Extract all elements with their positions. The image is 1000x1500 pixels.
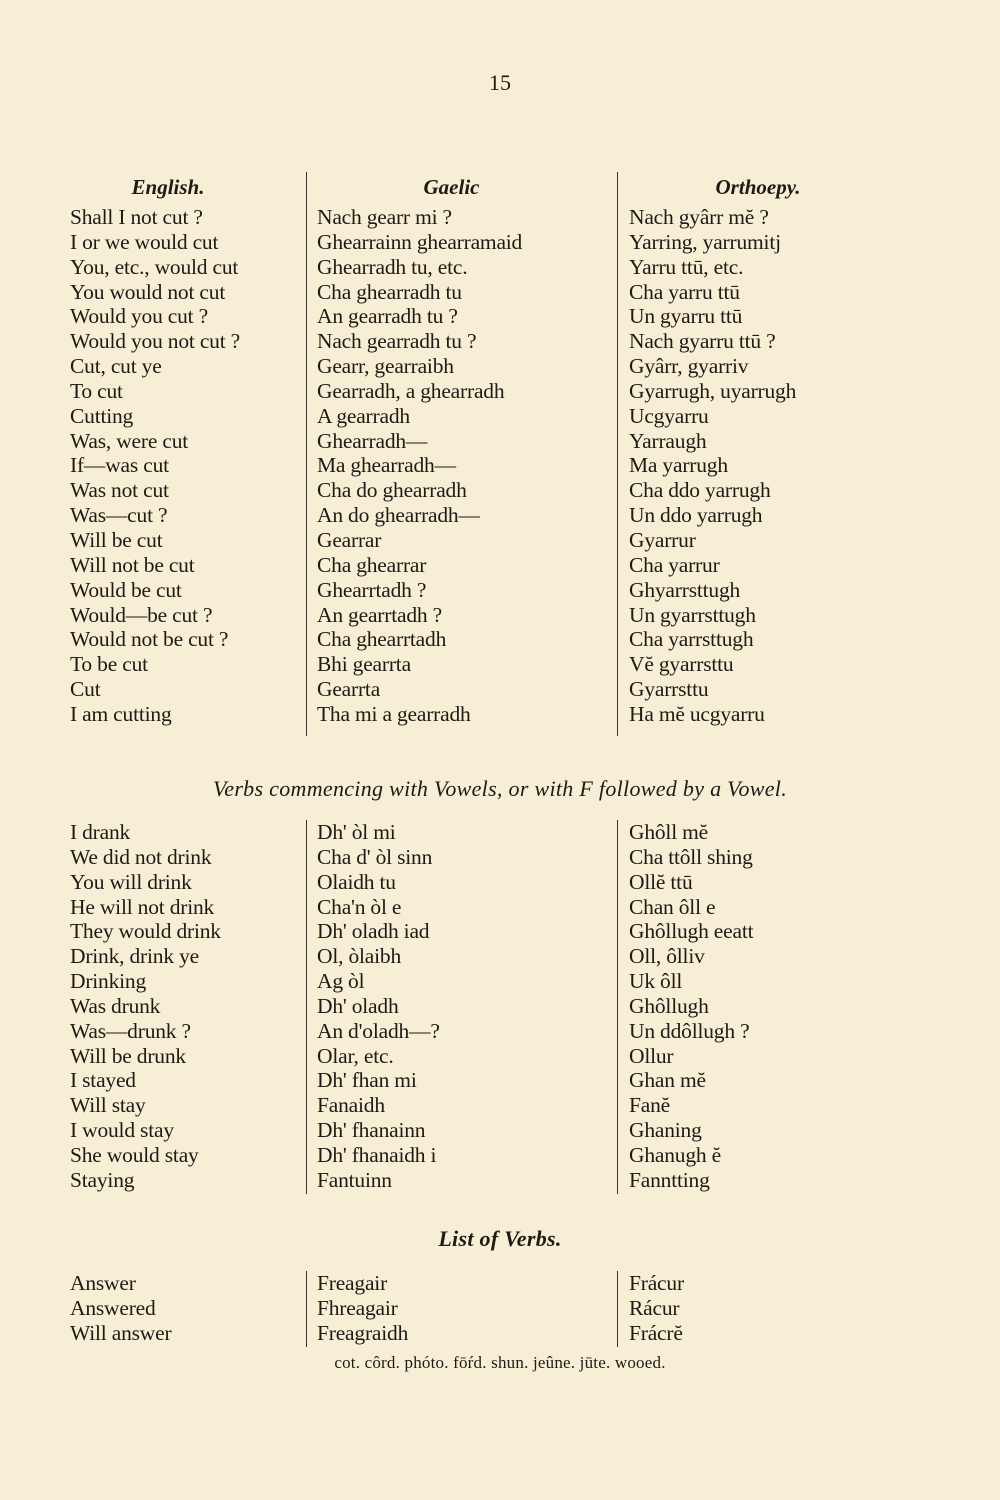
pronunciation-key: cot. côrd. phóto. fōŕd. shun. jeûne. jūte. wooed. — [334, 1353, 666, 1372]
orthoepy-cell: Ucgyarru — [629, 403, 709, 428]
gaelic-column — [306, 1271, 616, 1347]
gaelic-cell: Cha'n òl e — [317, 894, 402, 919]
english-cell: Was not cut — [70, 478, 169, 503]
english-cell: Will be cut — [70, 527, 163, 552]
orthoepy-column — [617, 1271, 917, 1347]
gaelic-cell: Ma ghearradh— — [317, 453, 456, 478]
orthoepy-cell: Fanntting — [629, 1167, 710, 1192]
english-cell: Would be cut — [70, 577, 182, 602]
gaelic-rows — [317, 1271, 616, 1346]
orthoepy-cell: Un ddôllugh ? — [629, 1018, 750, 1043]
english-column — [70, 820, 306, 1194]
orthoepy-cell: Yarru ttū, etc. — [629, 254, 744, 279]
gaelic-cell: Fhreagair — [317, 1295, 398, 1320]
orthoepy-cell: Ghôllugh eeatt — [629, 919, 754, 944]
orthoepy-header: Orthoepy. — [715, 175, 801, 199]
gaelic-cell: An gearrtadh ? — [317, 602, 442, 627]
english-cell: I am cutting — [70, 701, 172, 726]
orthoepy-cell: Nach gyârr mĕ ? — [629, 205, 769, 229]
english-cell: If—was cut — [70, 453, 169, 478]
orthoepy-cell: Uk ôll — [629, 969, 683, 994]
english-cell: He will not drink — [70, 894, 215, 919]
english-cell: Would you cut ? — [70, 304, 208, 329]
orthoepy-cell: Ghaning — [629, 1118, 702, 1143]
gaelic-cell: Gearrta — [317, 677, 381, 702]
orthoepy-column — [617, 820, 917, 1194]
english-cell: Answered — [70, 1295, 156, 1320]
section-heading-vowel-verbs: Verbs commencing with Vowels, or with F followed by a Vowel. — [212, 776, 788, 801]
orthoepy-cell: Yarring, yarrumitj — [629, 229, 781, 254]
english-cell: Would—be cut ? — [70, 602, 213, 627]
orthoepy-cell: Ghan mĕ — [629, 1068, 706, 1093]
english-cell: Cut, cut ye — [70, 354, 162, 379]
english-cell: Will answer — [70, 1320, 172, 1345]
orthoepy-column — [617, 172, 917, 736]
orthoepy-cell: Cha ddo yarrugh — [629, 478, 771, 503]
gaelic-column — [306, 820, 616, 1194]
orthoepy-rows — [629, 820, 917, 1193]
gaelic-cell: A gearradh — [317, 403, 410, 428]
english-cell: I stayed — [70, 1068, 136, 1093]
section-heading-list-of-verbs: List of Verbs. — [438, 1226, 562, 1251]
gaelic-cell: Ol, òlaibh — [317, 944, 401, 969]
english-header: English. — [131, 175, 205, 199]
gaelic-rows — [317, 820, 616, 1193]
english-cell: Was—cut ? — [70, 503, 168, 528]
english-cell: We did not drink — [70, 844, 212, 869]
orthoepy-cell: Un gyarru ttū — [629, 304, 743, 329]
english-cell: Would not be cut ? — [70, 627, 229, 652]
gaelic-cell: Olaidh tu — [317, 869, 396, 894]
orthoepy-cell: Ha mĕ ucgyarru — [629, 701, 765, 726]
gaelic-cell: Gearradh, a ghearradh — [317, 378, 505, 403]
gaelic-cell: An do ghearradh— — [317, 503, 480, 528]
gaelic-cell: Fanaidh — [317, 1093, 385, 1118]
gaelic-cell: Bhi gearrta — [317, 652, 411, 677]
english-cell: I would stay — [70, 1118, 174, 1143]
english-cell: You, etc., would cut — [70, 254, 239, 279]
orthoepy-cell: Frácur — [629, 1271, 684, 1295]
orthoepy-cell: Ollur — [629, 1043, 674, 1068]
gaelic-rows — [317, 205, 616, 727]
gaelic-cell: Dh' fhanainn — [317, 1118, 426, 1143]
english-column — [70, 172, 306, 736]
gaelic-cell: An d'oladh—? — [317, 1018, 440, 1043]
orthoepy-rows — [629, 1271, 917, 1346]
gaelic-cell: Dh' oladh iad — [317, 919, 430, 944]
gaelic-cell: Ghearradh— — [317, 428, 428, 453]
orthoepy-cell: Oll, ôlliv — [629, 944, 705, 969]
orthoepy-cell: Ghyarrsttugh — [629, 577, 741, 602]
gaelic-cell: Gearr, gearraibh — [317, 354, 454, 379]
english-rows — [70, 1271, 306, 1346]
orthoepy-cell: Nach gyarru ttū ? — [629, 329, 776, 354]
english-cell: You will drink — [70, 869, 192, 894]
orthoepy-rows — [629, 205, 917, 727]
gaelic-cell: Cha d' òl sinn — [317, 844, 433, 869]
english-cell: Was, were cut — [70, 428, 189, 453]
english-cell: Answer — [70, 1271, 136, 1295]
gaelic-cell: Nach gearradh tu ? — [317, 329, 477, 354]
english-cell: To be cut — [70, 652, 148, 677]
gaelic-cell: Ag òl — [317, 969, 365, 994]
gaelic-cell: Nach gearr mi ? — [317, 205, 452, 229]
gaelic-cell: Dh' oladh — [317, 993, 399, 1018]
orthoepy-cell: Un ddo yarrugh — [629, 503, 763, 528]
gaelic-column — [306, 172, 616, 736]
english-cell: You would not cut — [70, 279, 226, 304]
english-rows — [70, 820, 306, 1193]
english-column — [70, 1271, 306, 1347]
orthoepy-cell: Ghôll mĕ — [629, 820, 709, 844]
orthoepy-cell: Fanĕ — [629, 1093, 670, 1118]
english-cell: I drank — [70, 820, 131, 844]
orthoepy-cell: Ghanugh ĕ — [629, 1142, 721, 1167]
gaelic-cell: An gearradh tu ? — [317, 304, 458, 329]
orthoepy-cell: Ghôllugh — [629, 993, 709, 1018]
english-rows — [70, 205, 306, 727]
gaelic-cell: Tha mi a gearradh — [317, 701, 471, 726]
orthoepy-cell: Cha yarrsttugh — [629, 627, 754, 652]
gaelic-cell: Freagair — [317, 1271, 388, 1295]
english-cell: She would stay — [70, 1142, 199, 1167]
gaelic-cell: Olar, etc. — [317, 1043, 394, 1068]
english-cell: Cutting — [70, 403, 134, 428]
orthoepy-cell: Un gyarrsttugh — [629, 602, 756, 627]
orthoepy-cell: Frácrĕ — [629, 1320, 683, 1345]
orthoepy-cell: Cha yarru ttū — [629, 279, 740, 304]
orthoepy-cell: Gyarrsttu — [629, 677, 709, 702]
gaelic-cell: Cha do ghearradh — [317, 478, 467, 503]
gaelic-cell: Ghearrtadh ? — [317, 577, 427, 602]
english-cell: To cut — [70, 378, 123, 403]
page-number: 15 — [489, 70, 511, 95]
orthoepy-cell: Chan ôll e — [629, 894, 716, 919]
gaelic-header: Gaelic — [423, 175, 480, 199]
english-cell: Shall I not cut ? — [70, 205, 203, 229]
english-cell: Would you not cut ? — [70, 329, 241, 354]
gaelic-cell: Dh' òl mi — [317, 820, 396, 844]
gaelic-cell: Ghearrainn ghearramaid — [317, 229, 523, 254]
orthoepy-cell: Ollĕ ttū — [629, 869, 693, 894]
orthoepy-cell: Gyarrur — [629, 527, 696, 552]
gaelic-cell: Cha ghearrar — [317, 552, 427, 577]
english-cell: Will stay — [70, 1093, 146, 1118]
english-cell: Drinking — [70, 969, 147, 994]
orthoepy-cell: Cha ttôll shing — [629, 844, 753, 869]
gaelic-cell: Cha ghearrtadh — [317, 627, 447, 652]
english-cell: Was drunk — [70, 993, 161, 1018]
gaelic-cell: Fantuinn — [317, 1167, 392, 1192]
gaelic-cell: Freagraidh — [317, 1320, 409, 1345]
gaelic-cell: Cha ghearradh tu — [317, 279, 462, 304]
orthoepy-cell: Ma yarrugh — [629, 453, 728, 478]
gaelic-cell: Dh' fhanaidh i — [317, 1142, 437, 1167]
english-cell: Cut — [70, 677, 101, 702]
orthoepy-cell: Gyârr, gyarriv — [629, 354, 749, 379]
english-cell: Will not be cut — [70, 552, 195, 577]
gaelic-cell: Gearrar — [317, 527, 382, 552]
english-cell: Was—drunk ? — [70, 1018, 191, 1043]
orthoepy-cell: Gyarrugh, uyarrugh — [629, 378, 797, 403]
orthoepy-cell: Rácur — [629, 1295, 680, 1320]
orthoepy-cell: Vĕ gyarrsttu — [629, 652, 734, 677]
gaelic-cell: Ghearradh tu, etc. — [317, 254, 468, 279]
english-cell: Will be drunk — [70, 1043, 186, 1068]
english-cell: Drink, drink ye — [70, 944, 199, 969]
english-cell: Staying — [70, 1167, 135, 1192]
english-cell: I or we would cut — [70, 229, 219, 254]
gaelic-cell: Dh' fhan mi — [317, 1068, 417, 1093]
english-cell: They would drink — [70, 919, 221, 944]
orthoepy-cell: Yarraugh — [629, 428, 707, 453]
orthoepy-cell: Cha yarrur — [629, 552, 720, 577]
